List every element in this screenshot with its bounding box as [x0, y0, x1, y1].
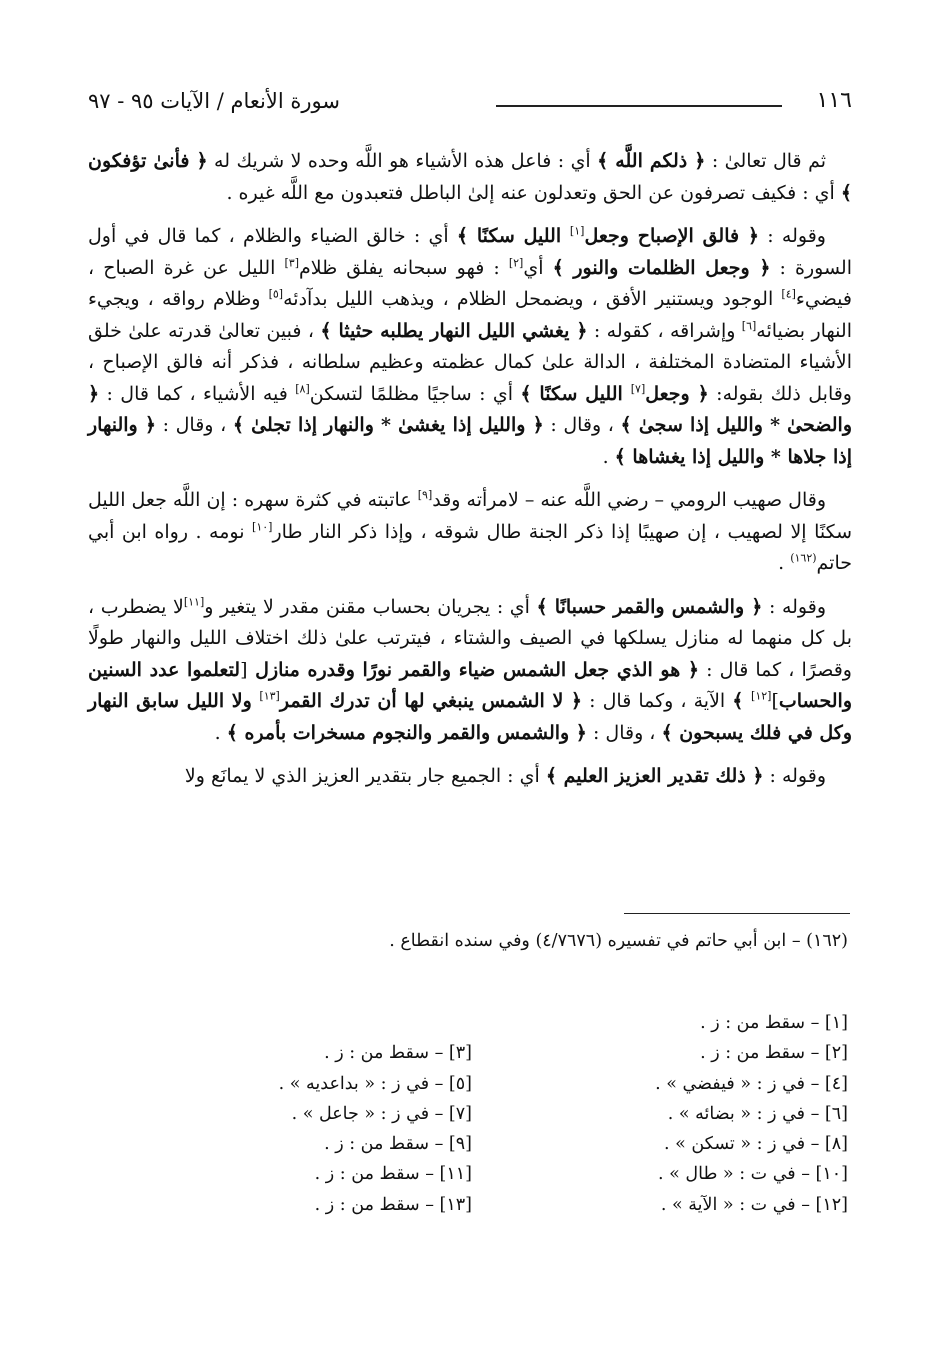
- quran-quote: ﴾: [732, 690, 752, 712]
- variant-ref: [٦]: [741, 319, 757, 333]
- footnote-162: (١٦٢) – ابن أبي حاتم في تفسيره (٤/٧٦٧٦) وفي سنده انقطاع .: [389, 931, 848, 951]
- variant-item: [٦] – في ز : « بضائه » .: [667, 1103, 848, 1124]
- variant-item: [١٢] – في ت : « الآية » .: [660, 1194, 848, 1215]
- text-run: وظلام رواقه ، ويجيء النهار بضيائه: [88, 288, 852, 342]
- text-run: نومه . رواه ابن أبي حاتم: [88, 520, 852, 574]
- variant-ref: [١٠]: [252, 520, 273, 534]
- paragraph-4: [88, 592, 852, 750]
- page-number: ١١٦: [816, 88, 852, 113]
- text-run: ، فبين تعالىٰ قدرته علىٰ خلق الأشياء المتضادة المختلفة ، الدالة علىٰ كمال عظمته وعظيم سلطانه ، فذكر أنه فالق الإصباح ، وقابل ذلك بقوله:: [88, 319, 852, 405]
- variant-item: [٧] – في ز : « جاعل » .: [291, 1103, 472, 1124]
- text-run: .: [778, 552, 791, 574]
- text-run: وقوله :: [762, 595, 826, 618]
- text-run: أي : يجريان بحساب مقنن مقدر لا يتغير و: [204, 595, 537, 618]
- text-run: أي : فاعل هذه الأشياء هو اللَّه وحده لا شريك له: [207, 150, 598, 172]
- text-run: الوجود ويستنير الأفق ، ويضمحل الظلام ، ويذهب الليل بدآدئه: [283, 288, 782, 310]
- text-run: : فهو سبحانه يفلق ظلام: [298, 256, 509, 279]
- variant-ref: [٢]: [508, 256, 524, 270]
- text-run: وقال صهيب الرومي – رضي اللَّه عنه – لامرأته وقد: [432, 489, 826, 511]
- variant-ref: [١٢]: [751, 689, 772, 703]
- quran-quote: ﴿ لا الشمس ينبغي لها أن تدرك القمر: [279, 690, 583, 712]
- text-run: وإشراقه ، كقوله :: [587, 319, 742, 342]
- footnote-rule: [624, 913, 850, 914]
- variant-ref: [٩]: [417, 488, 433, 502]
- text-run: .: [214, 721, 227, 744]
- quran-quote: ﴿ فأنىٰ تؤفكون ﴾: [88, 150, 852, 204]
- variant-ref: [٧]: [630, 382, 646, 396]
- text-run: ثم قال تعالىٰ :: [705, 150, 827, 172]
- bracket: ]: [771, 690, 779, 712]
- variant-item: [١] – سقط من : ز .: [700, 1013, 848, 1033]
- variant-item: [١١] – سقط من : ز .: [314, 1164, 472, 1185]
- text-run: ، وقال :: [156, 414, 233, 436]
- quran-quote: الليل سكنًا ﴾: [456, 225, 570, 247]
- text-run: الآية ، وكما قال :: [582, 690, 733, 712]
- variant-readings: [88, 1008, 848, 1228]
- text-run: وقوله :: [759, 225, 826, 247]
- paragraph-5: [88, 761, 852, 793]
- variant-item: [١٣] – سقط من : ز .: [314, 1194, 472, 1215]
- paragraph-3: [88, 485, 852, 580]
- variant-ref: [١٣]: [259, 689, 280, 703]
- paragraph-1: [88, 146, 852, 209]
- text-run: ، وقال :: [543, 414, 621, 436]
- running-title: سورة الأنعام / الآيات ٩٥ - ٩٧: [88, 89, 340, 113]
- variant-item: [٣] – سقط من : ز .: [324, 1043, 472, 1064]
- text-run: أي : ساجيًا مظلمًا لتسكن: [309, 382, 521, 405]
- footnote-ref[interactable]: (١٦٢): [790, 551, 817, 565]
- variant-item: [٤] – في ز : « فيفضي » .: [655, 1073, 848, 1094]
- text-run: أي: [523, 256, 553, 279]
- quran-quote: ﴿ وجعل: [645, 382, 709, 405]
- page-header: [88, 86, 852, 120]
- text-run: ، وقال :: [586, 721, 662, 744]
- quran-quote: لتعلموا عدد السنين والحساب: [88, 658, 853, 712]
- variant-ref: [٤]: [781, 287, 796, 301]
- text-run: فيه الأشياء ، كما قال :: [99, 382, 296, 405]
- text-run: أي : خالق الضياء والظلام ، كما قال في أول السورة :: [88, 225, 852, 279]
- text-run: .: [602, 445, 615, 468]
- quran-quote: ﴿ فالق الإصباح وجعل: [584, 225, 760, 247]
- text-run: الليل عن غرة الصباح ، فيضيء: [88, 256, 852, 310]
- quran-quote: ﴿ والليل إذا يغشىٰ * والنهار إذا تجلىٰ ﴾: [232, 414, 544, 436]
- variant-item: [٥] – في ز : « بداعديه » .: [278, 1073, 472, 1094]
- quran-quote: ﴿ هو الذي جعل الشمس ضياء والقمر نورًا وقدره منازل: [247, 658, 700, 681]
- variant-ref: [٥]: [268, 287, 284, 301]
- paragraph-2: [88, 221, 852, 473]
- quran-quote: ﴿ وجعل الظلمات والنور ﴾: [552, 256, 771, 279]
- variants-column-left: [172, 1008, 472, 1220]
- variant-ref: [١]: [569, 224, 585, 238]
- quran-quote: ولا الليل سابق النهار وكل في فلك يسبحون ﴾: [88, 690, 852, 744]
- quran-quote: ﴿ والشمس والقمر حسبانًا ﴾: [536, 595, 763, 618]
- text-run: أي : فكيف تصرفون عن الحق وتعدلون عنه إلىٰ الباطل فتعبدون مع اللَّه غيره .: [226, 181, 841, 204]
- commentary-body: [88, 146, 852, 805]
- variant-ref: [١١]: [183, 595, 205, 609]
- quran-quote: ﴿ ذلكم اللَّه ﴾: [597, 150, 706, 172]
- quran-quote: ﴿ والنهار إذا جلاها * والليل إذا يغشاها ﴾: [88, 414, 852, 468]
- quran-quote: الليل سكنًا ﴾: [520, 382, 631, 405]
- variant-ref: [٣]: [284, 256, 299, 270]
- bracket: [: [240, 658, 248, 681]
- text-run: عاتبته في كثرة سهره : إن اللَّه جعل الليل سكنًا إلا لصهيب ، إن صهيبًا إذا ذكر الجنة طال شوقه ، وإذا ذكر النار طار: [88, 489, 852, 543]
- text-run: لا يضطرب ، بل كل منهما له منازل يسلكها في الصيف والشتاء ، فيترتب علىٰ ذلك اختلاف الليل والنهار طولًا وقصرًا ، كما قال :: [88, 595, 852, 681]
- quran-quote: ﴿ والضحىٰ * والليل إذا سجىٰ ﴾: [88, 382, 852, 436]
- variant-ref: [٨]: [295, 382, 310, 396]
- variants-column-right: [548, 1008, 848, 1220]
- quran-quote: ﴿ ذلك تقدير العزيز العليم ﴾: [545, 765, 764, 787]
- quran-quote: ﴿ يغشي الليل النهار يطلبه حثيثا ﴾: [320, 319, 588, 342]
- header-rule: [496, 105, 782, 107]
- variant-item: [٢] – سقط من : ز .: [700, 1043, 848, 1064]
- text-run: وقوله :: [763, 765, 826, 787]
- quran-quote: ﴿ والشمس والقمر والنجوم مسخرات بأمره ﴾: [226, 721, 587, 744]
- variant-item: [٨] – في ز : « تسكن » .: [663, 1134, 848, 1155]
- variant-item: [٩] – سقط من : ز .: [324, 1134, 472, 1155]
- variant-item: [١٠] – في ت : « طال » .: [658, 1164, 848, 1185]
- text-run: أي : الجميع جار بتقدير العزيز الذي لا يمانَع ولا: [184, 765, 546, 787]
